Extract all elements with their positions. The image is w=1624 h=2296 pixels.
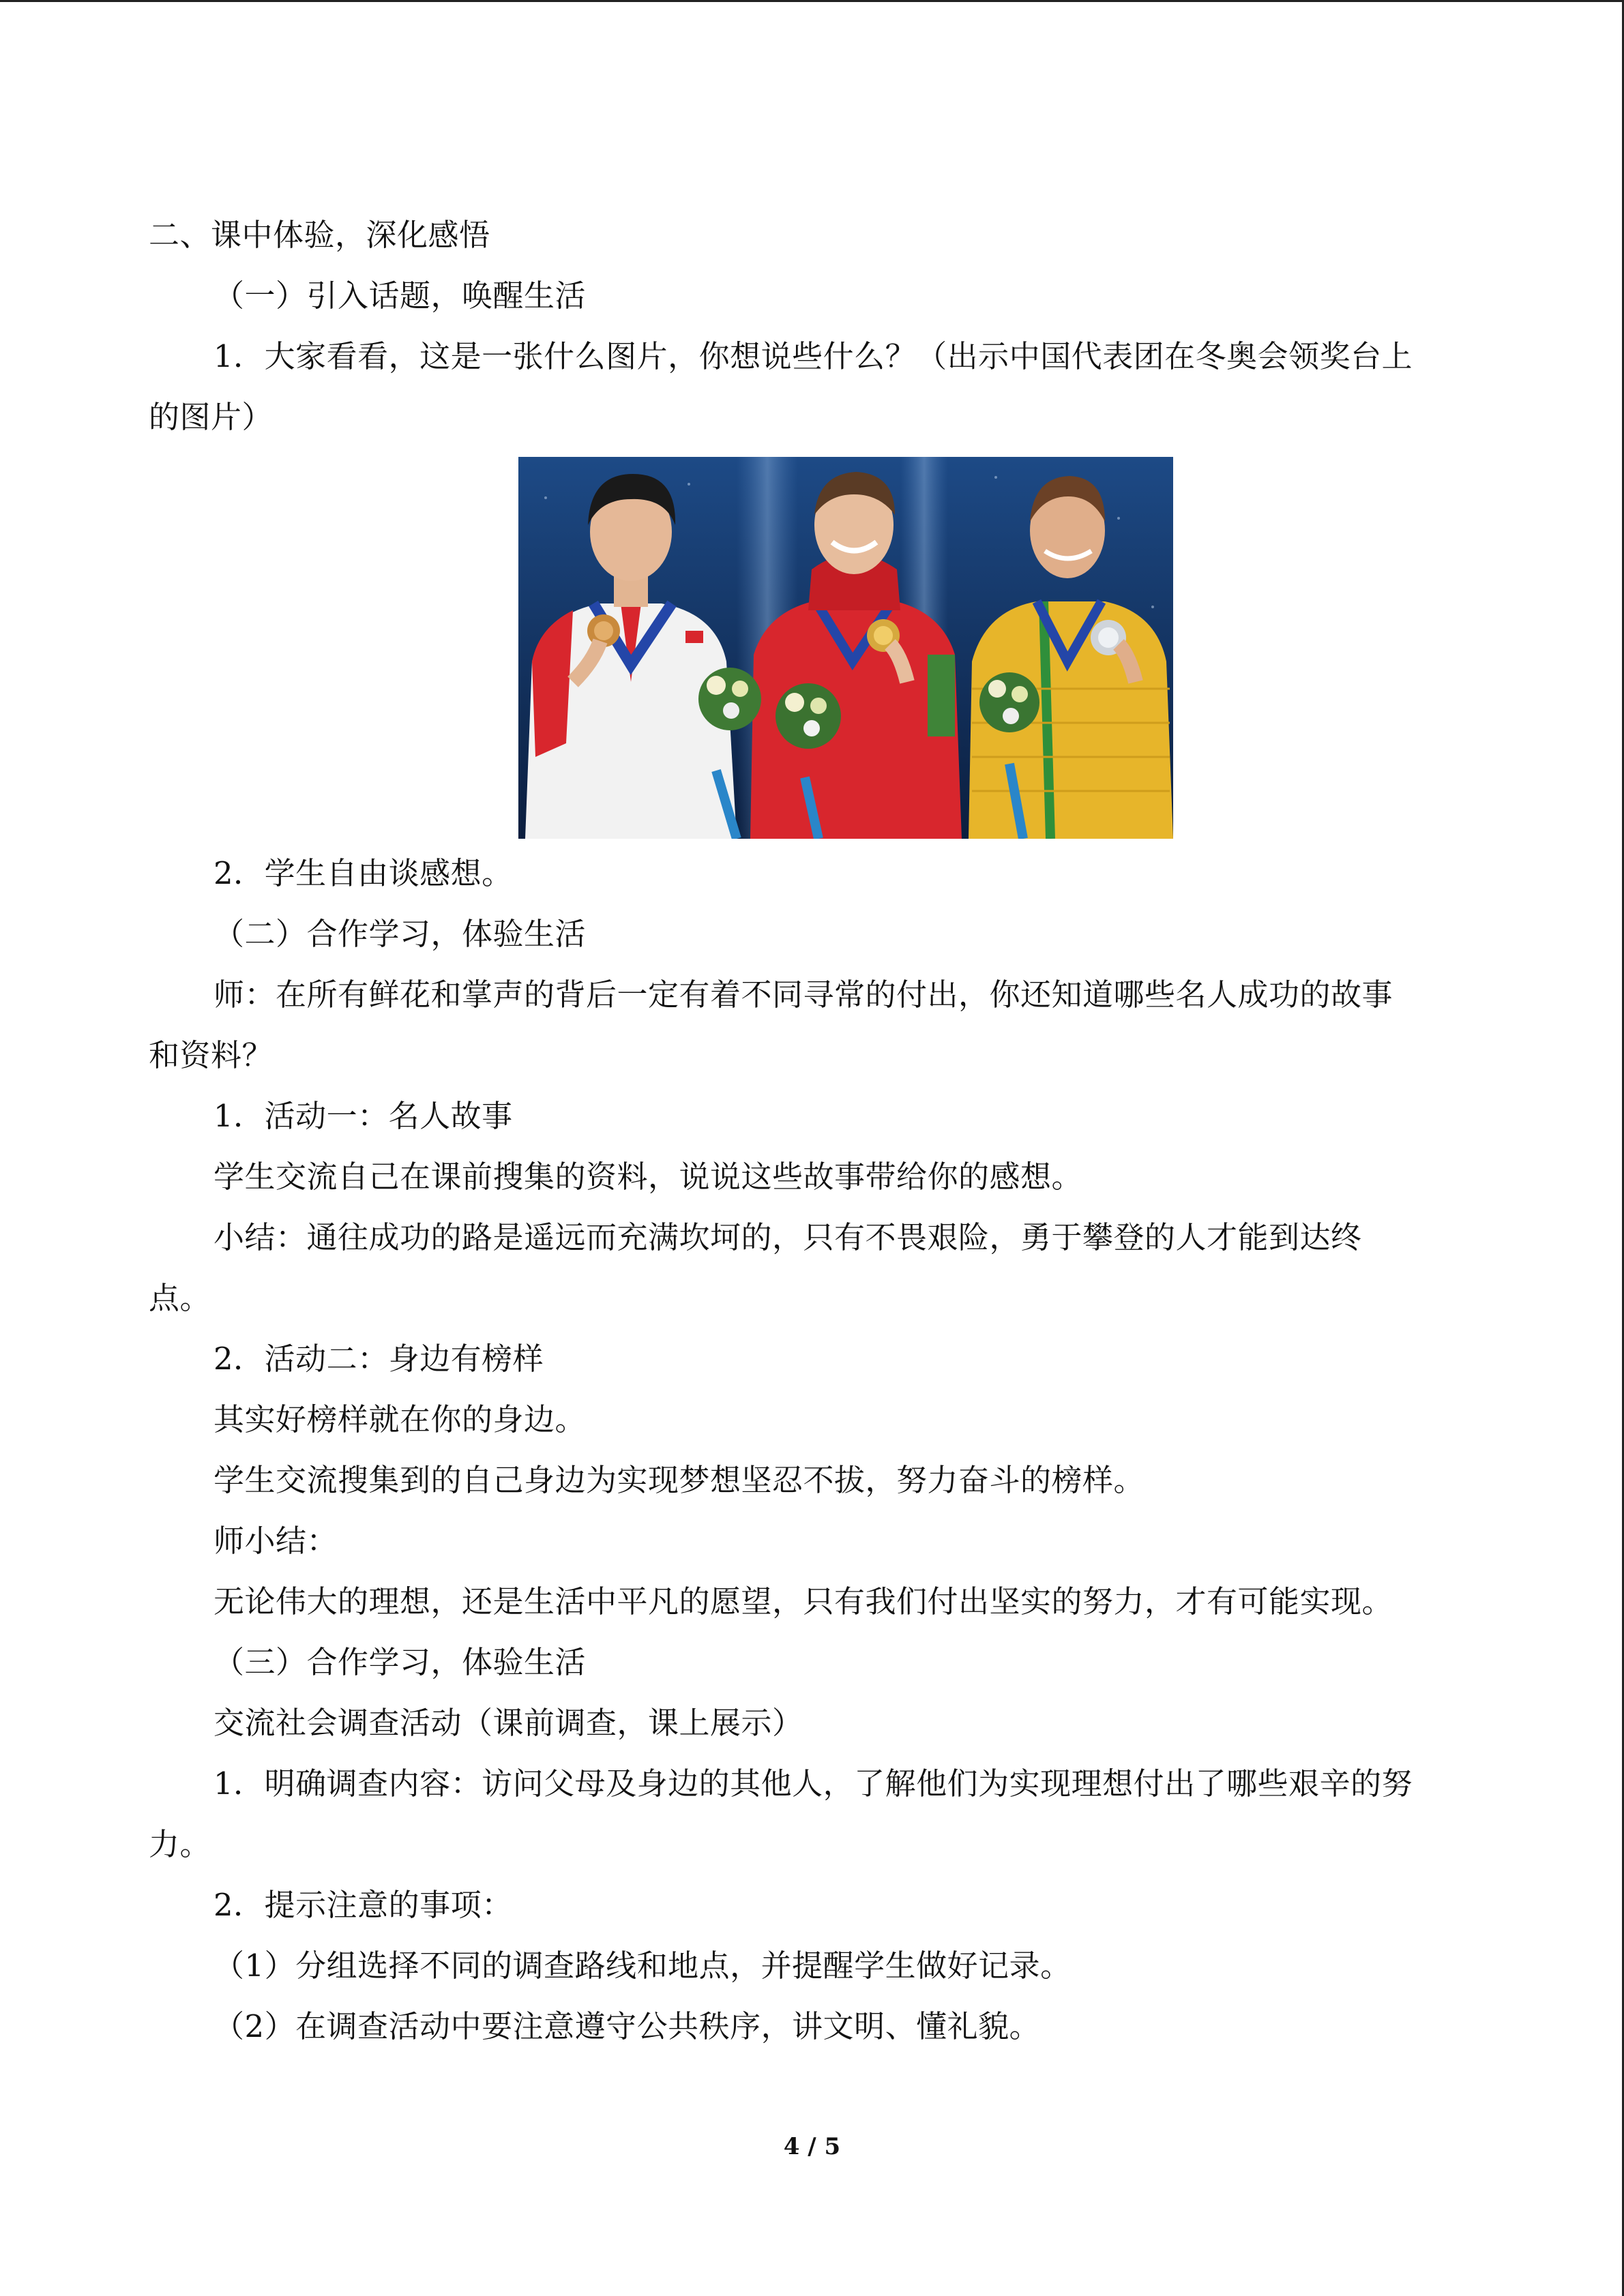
paragraph: 2．活动二：身边有榜样 <box>213 1341 544 1377</box>
page-number: 4 / 5 <box>783 2133 841 2160</box>
paragraph: 师：在所有鲜花和掌声的背后一定有着不同寻常的付出，你还知道哪些名人成功的故事 <box>213 976 1393 1013</box>
paragraph: 师小结： <box>213 1523 338 1559</box>
paragraph-continuation: 和资料？ <box>149 1037 274 1073</box>
paragraph-continuation: 点。 <box>149 1280 211 1316</box>
document-body <box>149 205 1479 2057</box>
subsection-heading: （二）合作学习，体验生活 <box>213 916 587 952</box>
paragraph: 1．活动一：名人故事 <box>213 1098 513 1134</box>
subsection-heading: （一）引入话题，唤醒生活 <box>213 278 587 314</box>
paragraph-continuation: 的图片） <box>149 399 274 435</box>
paragraph: 无论伟大的理想，还是生活中平凡的愿望，只有我们付出坚实的努力，才有可能实现。 <box>213 1583 1393 1620</box>
paragraph: 学生交流自己在课前搜集的资料，说说这些故事带给你的感想。 <box>213 1159 1083 1195</box>
photo-block <box>149 447 1479 843</box>
paragraph: 2．提示注意的事项： <box>213 1887 513 1923</box>
list-item: （2）在调查活动中要注意遵守公共秩序，讲文明、懂礼貌。 <box>213 2008 1041 2044</box>
list-item: （1）分组选择不同的调查路线和地点，并提醒学生做好记录。 <box>213 1948 1072 1984</box>
paragraph-continuation: 力。 <box>149 1826 211 1862</box>
paragraph: 学生交流搜集到的自己身边为实现梦想坚忍不拔，努力奋斗的榜样。 <box>213 1462 1145 1498</box>
paragraph: 2．学生自由谈感想。 <box>213 855 513 891</box>
subsection-heading: （三）合作学习，体验生活 <box>213 1644 587 1680</box>
page-top-border <box>0 0 1624 2</box>
paragraph: 其实好榜样就在你的身边。 <box>213 1401 587 1437</box>
section-heading: 二、课中体验，深化感悟 <box>149 217 490 253</box>
paragraph: 小结：通往成功的路是遥远而充满坎坷的，只有不畏艰险，勇于攀登的人才能到达终 <box>213 1219 1362 1255</box>
winter-olympics-podium-photo-icon <box>518 457 1173 839</box>
paragraph: 交流社会调查活动（课前调查，课上展示） <box>213 1705 803 1741</box>
paragraph: 1．明确调查内容：访问父母及身边的其他人，了解他们为实现理想付出了哪些艰辛的努 <box>213 1765 1413 1802</box>
paragraph: 1．大家看看，这是一张什么图片，你想说些什么？（出示中国代表团在冬奥会领奖台上 <box>213 338 1413 374</box>
